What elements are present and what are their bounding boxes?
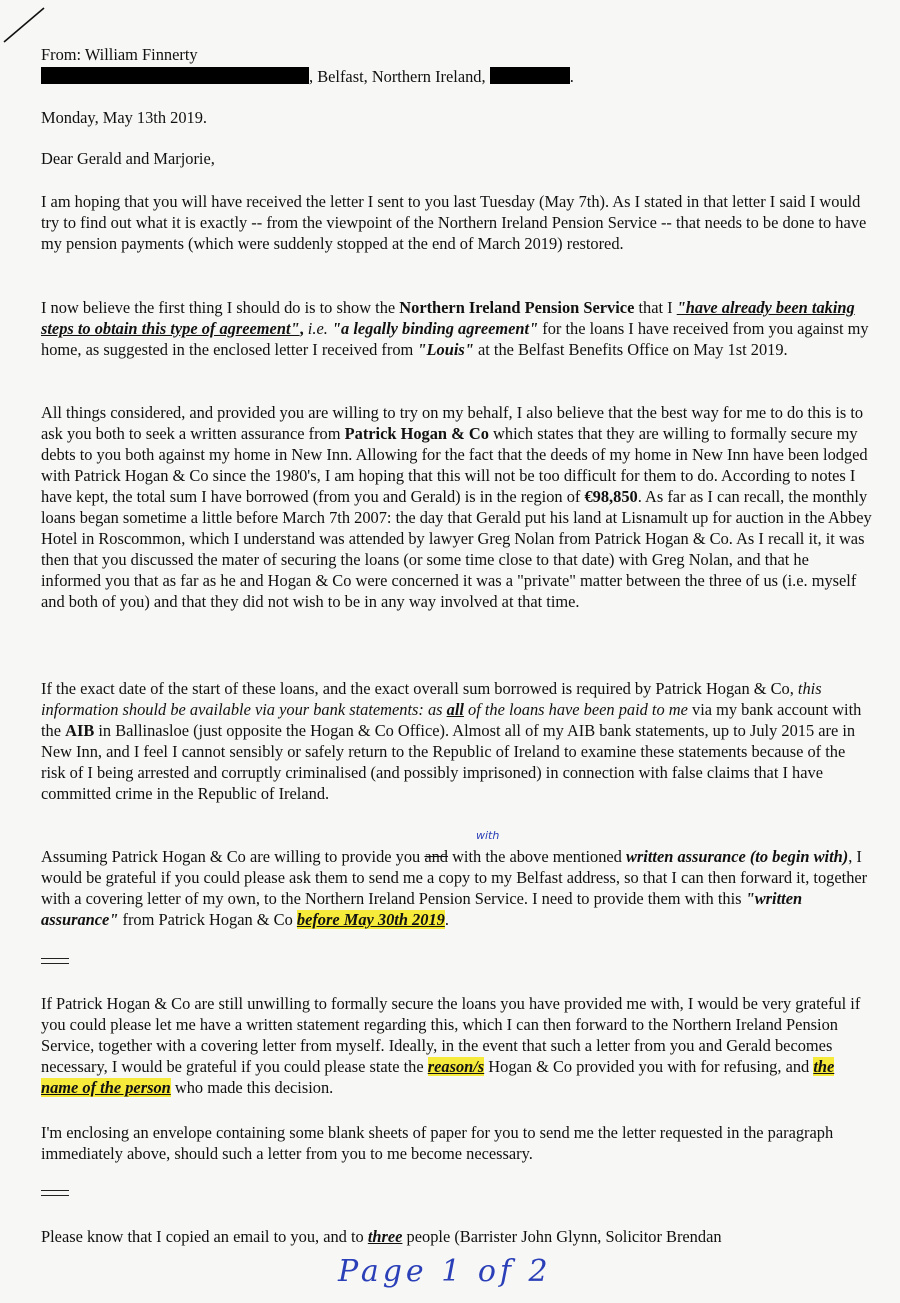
section-divider: [41, 958, 69, 964]
paragraph-2: I now believe the first thing I should do is to show the Northern Ireland Pension Service that I "have already been taking steps to obtain this type of agreement", i.e. "a legally binding agreement" for the loans I have received from you against my home, as suggested in the enclosed letter I received from "Louis" at the Belfast Benefits Office on May 1st 2019.: [41, 298, 869, 359]
highlight-deadline: before May 30th 2019: [296, 910, 445, 929]
from-line: From: William Finnerty: [41, 45, 198, 64]
redaction-postcode: [490, 67, 570, 84]
struck-word: and: [424, 847, 448, 866]
letter-date: Monday, May 13th 2019.: [41, 108, 208, 127]
salutation: Dear Gerald and Marjorie,: [41, 149, 215, 168]
handwritten-insert: with: [476, 829, 500, 842]
paragraph-5: Assuming Patrick Hogan & Co are willing to provide you and with the above mentioned written assurance (to begin with), I would be grateful if you could please ask them to send me a copy to my Belfast address, so that I can then forward it, together with a covering letter of my own, to the Northern Ireland Pension Service. I need to provide them with this "written assurance" from Patrick Hogan & Co before May 30th 2019.: [41, 847, 868, 929]
paragraph-3: All things considered, and provided you are willing to try on my behalf, I also believe that the best way for me to do this is to ask you both to seek a written assurance from Patrick Hogan & Co which states that they are willing to formally secure my debts to you both against my home in New Inn. Allowing for the fact that the deeds of my home in New Inn have been lodged with Patrick Hogan & Co since the 1980's, I am hoping that this will not be too difficult for them to do. According to notes I have kept, the total sum I have borrowed (from you and Gerald) is in the region of €98,850. As far as I can recall, the monthly loans began sometime a little before March 7th 2007: the day that Gerald put his land at Lisnamult up for auction in the Abbey Hotel in Roscommon, which I understand was attended by lawyer Greg Nolan from Patrick Hogan & Co. As I recall it, it was then that you discussed the mater of securing the loans (or some time close to that date) with Greg Nolan, and that he informed you that as far as he and Hogan & Co were concerned it was a "private" matter between the three of us (i.e. myself and both of you) and that they did not wish to be in any way involved at that time.: [41, 403, 872, 611]
paragraph-1: I am hoping that you will have received the letter I sent to you last Tuesday (May 7th). As I stated in that letter I said I would try to find out what it is exactly -- from the viewpoint of the Northern Ireland Pension Service -- that needs to be done to have my pension payments (which were suddenly stopped at the end of March 2019) restored.: [41, 192, 867, 253]
redaction-street: [41, 67, 309, 84]
paragraph-6: If Patrick Hogan & Co are still unwilling to formally secure the loans you have provided me with, I would be very grateful if you could please let me have a written statement regarding this, which I can then forward to the Northern Ireland Pension Service, together with a covering letter from myself. Ideally, in the event that such a letter from you and Gerald becomes necessary, I would be grateful if you could please state the reason/s Hogan & Co provided you with for refusing, and the name of the person who made this decision.: [41, 994, 861, 1097]
section-divider-2: [41, 1190, 69, 1196]
address-line: , Belfast, Northern Ireland, .: [41, 66, 873, 87]
highlight-reasons: reason/s: [427, 1057, 485, 1076]
paragraph-4: If the exact date of the start of these loans, and the exact overall sum borrowed is required by Patrick Hogan & Co, this information should be available via your bank statements: as all of the loans have been paid to me via my bank account with the AIB in Ballinasloe (just opposite the Hogan & Co Office). Almost all of my AIB bank statements, up to July 2015 are in New Inn, and I feel I cannot sensibly or safely return to the Republic of Ireland to examine these statements because of the risk of I being arrested and corruptly criminalised (and possibly imprisoned) in connection with false claims that I have committed crime in the Republic of Ireland.: [41, 679, 862, 803]
handwritten-page-number: Page 1 of 2: [338, 1254, 552, 1289]
paragraph-8: Please know that I copied an email to you, and to three people (Barrister John Glynn, Solicitor Brendan: [41, 1227, 722, 1246]
highlight-name: the name of the person: [41, 1057, 835, 1097]
paragraph-7: I'm enclosing an envelope containing some blank sheets of paper for you to send me the letter requested in the paragraph immediately above, should such a letter from you to me become necessary.: [41, 1123, 834, 1163]
